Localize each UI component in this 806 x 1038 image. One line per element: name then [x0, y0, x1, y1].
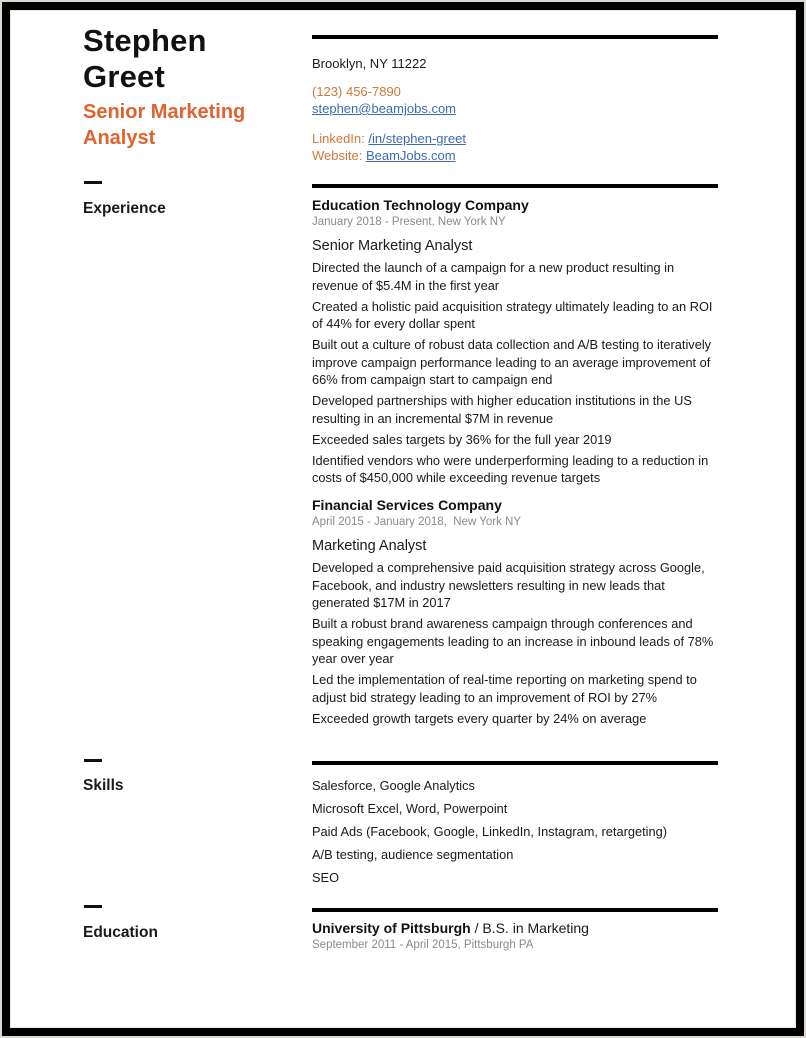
job-role: Senior Marketing Analyst	[312, 238, 473, 254]
skills-dash	[84, 759, 102, 762]
achievement-list	[312, 259, 722, 487]
skills-rule	[312, 761, 718, 765]
education-dash	[84, 905, 102, 908]
linkedin-line	[312, 130, 722, 147]
skill-item: A/B testing, audience segmentation	[312, 847, 514, 862]
contact-rule	[312, 35, 718, 39]
linkedin-link[interactable]: /in/stephen-greet	[368, 131, 466, 146]
job-role: Marketing Analyst	[312, 538, 427, 554]
website-label: Website:	[312, 148, 366, 163]
skill-item: Microsoft Excel, Word, Powerpoint	[312, 801, 508, 816]
achievement-item: Exceeded growth targets every quarter by 24% on average	[312, 710, 647, 726]
email-line	[312, 100, 722, 117]
last-name: Greet	[83, 59, 165, 94]
achievement-item: Developed a comprehensive paid acquisition strategy across Google, Facebook, and industry newsletters resulting in new leads that generated $17M in 2017	[312, 560, 705, 610]
section-title-skills: Skills	[83, 777, 124, 794]
website-line	[312, 147, 722, 164]
degree: B.S. in Marketing	[482, 920, 589, 936]
achievement-item: Exceeded sales targets by 36% for the full year 2019	[312, 431, 612, 447]
company-name: Financial Services Company	[312, 497, 502, 513]
contact-block	[312, 55, 722, 164]
skill-item: SEO	[312, 870, 340, 885]
school-name: University of Pittsburgh	[312, 920, 471, 936]
job-dates: January 2018 - Present, New York NY	[312, 216, 506, 228]
linkedin-label: LinkedIn:	[312, 131, 369, 146]
achievement-item: Created a holistic paid acquisition strategy ultimately leading to an ROI of 44% for every dollar spent	[312, 298, 713, 331]
skill-item: Salesforce, Google Analytics	[312, 778, 475, 793]
achievement-list	[312, 559, 722, 727]
achievement-item: Developed partnerships with higher education institutions in the US resulting in an incremental $7M in revenue	[312, 393, 692, 426]
education-dates: September 2011 - April 2015, Pittsburgh PA	[312, 939, 534, 951]
experience-entry-2	[312, 496, 722, 731]
job-dates: April 2015 - January 2018, New York NY	[312, 516, 522, 528]
phone: (123) 456-7890	[312, 84, 401, 99]
experience-entry-1	[312, 196, 722, 490]
email-link[interactable]: stephen@beamjobs.com	[312, 101, 456, 116]
first-name: Stephen	[83, 23, 207, 58]
company-name: Education Technology Company	[312, 197, 529, 213]
section-title-education: Education	[83, 924, 158, 941]
education-separator: /	[470, 920, 483, 936]
skills-block	[312, 777, 722, 892]
education-entry	[312, 919, 722, 953]
section-title-experience: Experience	[83, 200, 166, 217]
education-rule	[312, 908, 718, 912]
education-heading	[312, 919, 722, 937]
achievement-item: Directed the launch of a campaign for a new product resulting in revenue of $5.4M in the first year	[312, 260, 675, 293]
skill-item: Paid Ads (Facebook, Google, LinkedIn, Instagram, retargeting)	[312, 824, 667, 839]
candidate-title	[83, 99, 245, 151]
experience-rule	[312, 184, 718, 188]
website-link[interactable]: BeamJobs.com	[365, 148, 456, 163]
address: Brooklyn, NY 11222	[312, 56, 427, 71]
title-line-2: Analyst	[83, 127, 156, 149]
title-line-1: Senior Marketing	[83, 101, 246, 123]
achievement-item: Built a robust brand awareness campaign through conferences and speaking engagements leading to an increase in inbound leads of 78% year over year	[312, 616, 714, 666]
achievement-item: Identified vendors who were underperforming leading to a reduction in costs of $450,000 while exceeding revenue targets	[312, 452, 709, 485]
experience-dash	[84, 181, 102, 184]
achievement-item: Built out a culture of robust data collection and A/B testing to iteratively improve campaign performance leading to an average improvement of 66% from campaign start to campaign end	[312, 337, 712, 387]
achievement-item: Led the implementation of real-time reporting on marketing spend to adjust bid strategy leading to an improvement of ROI by 27%	[312, 672, 697, 705]
candidate-name	[83, 23, 207, 95]
skills-list	[312, 777, 722, 886]
